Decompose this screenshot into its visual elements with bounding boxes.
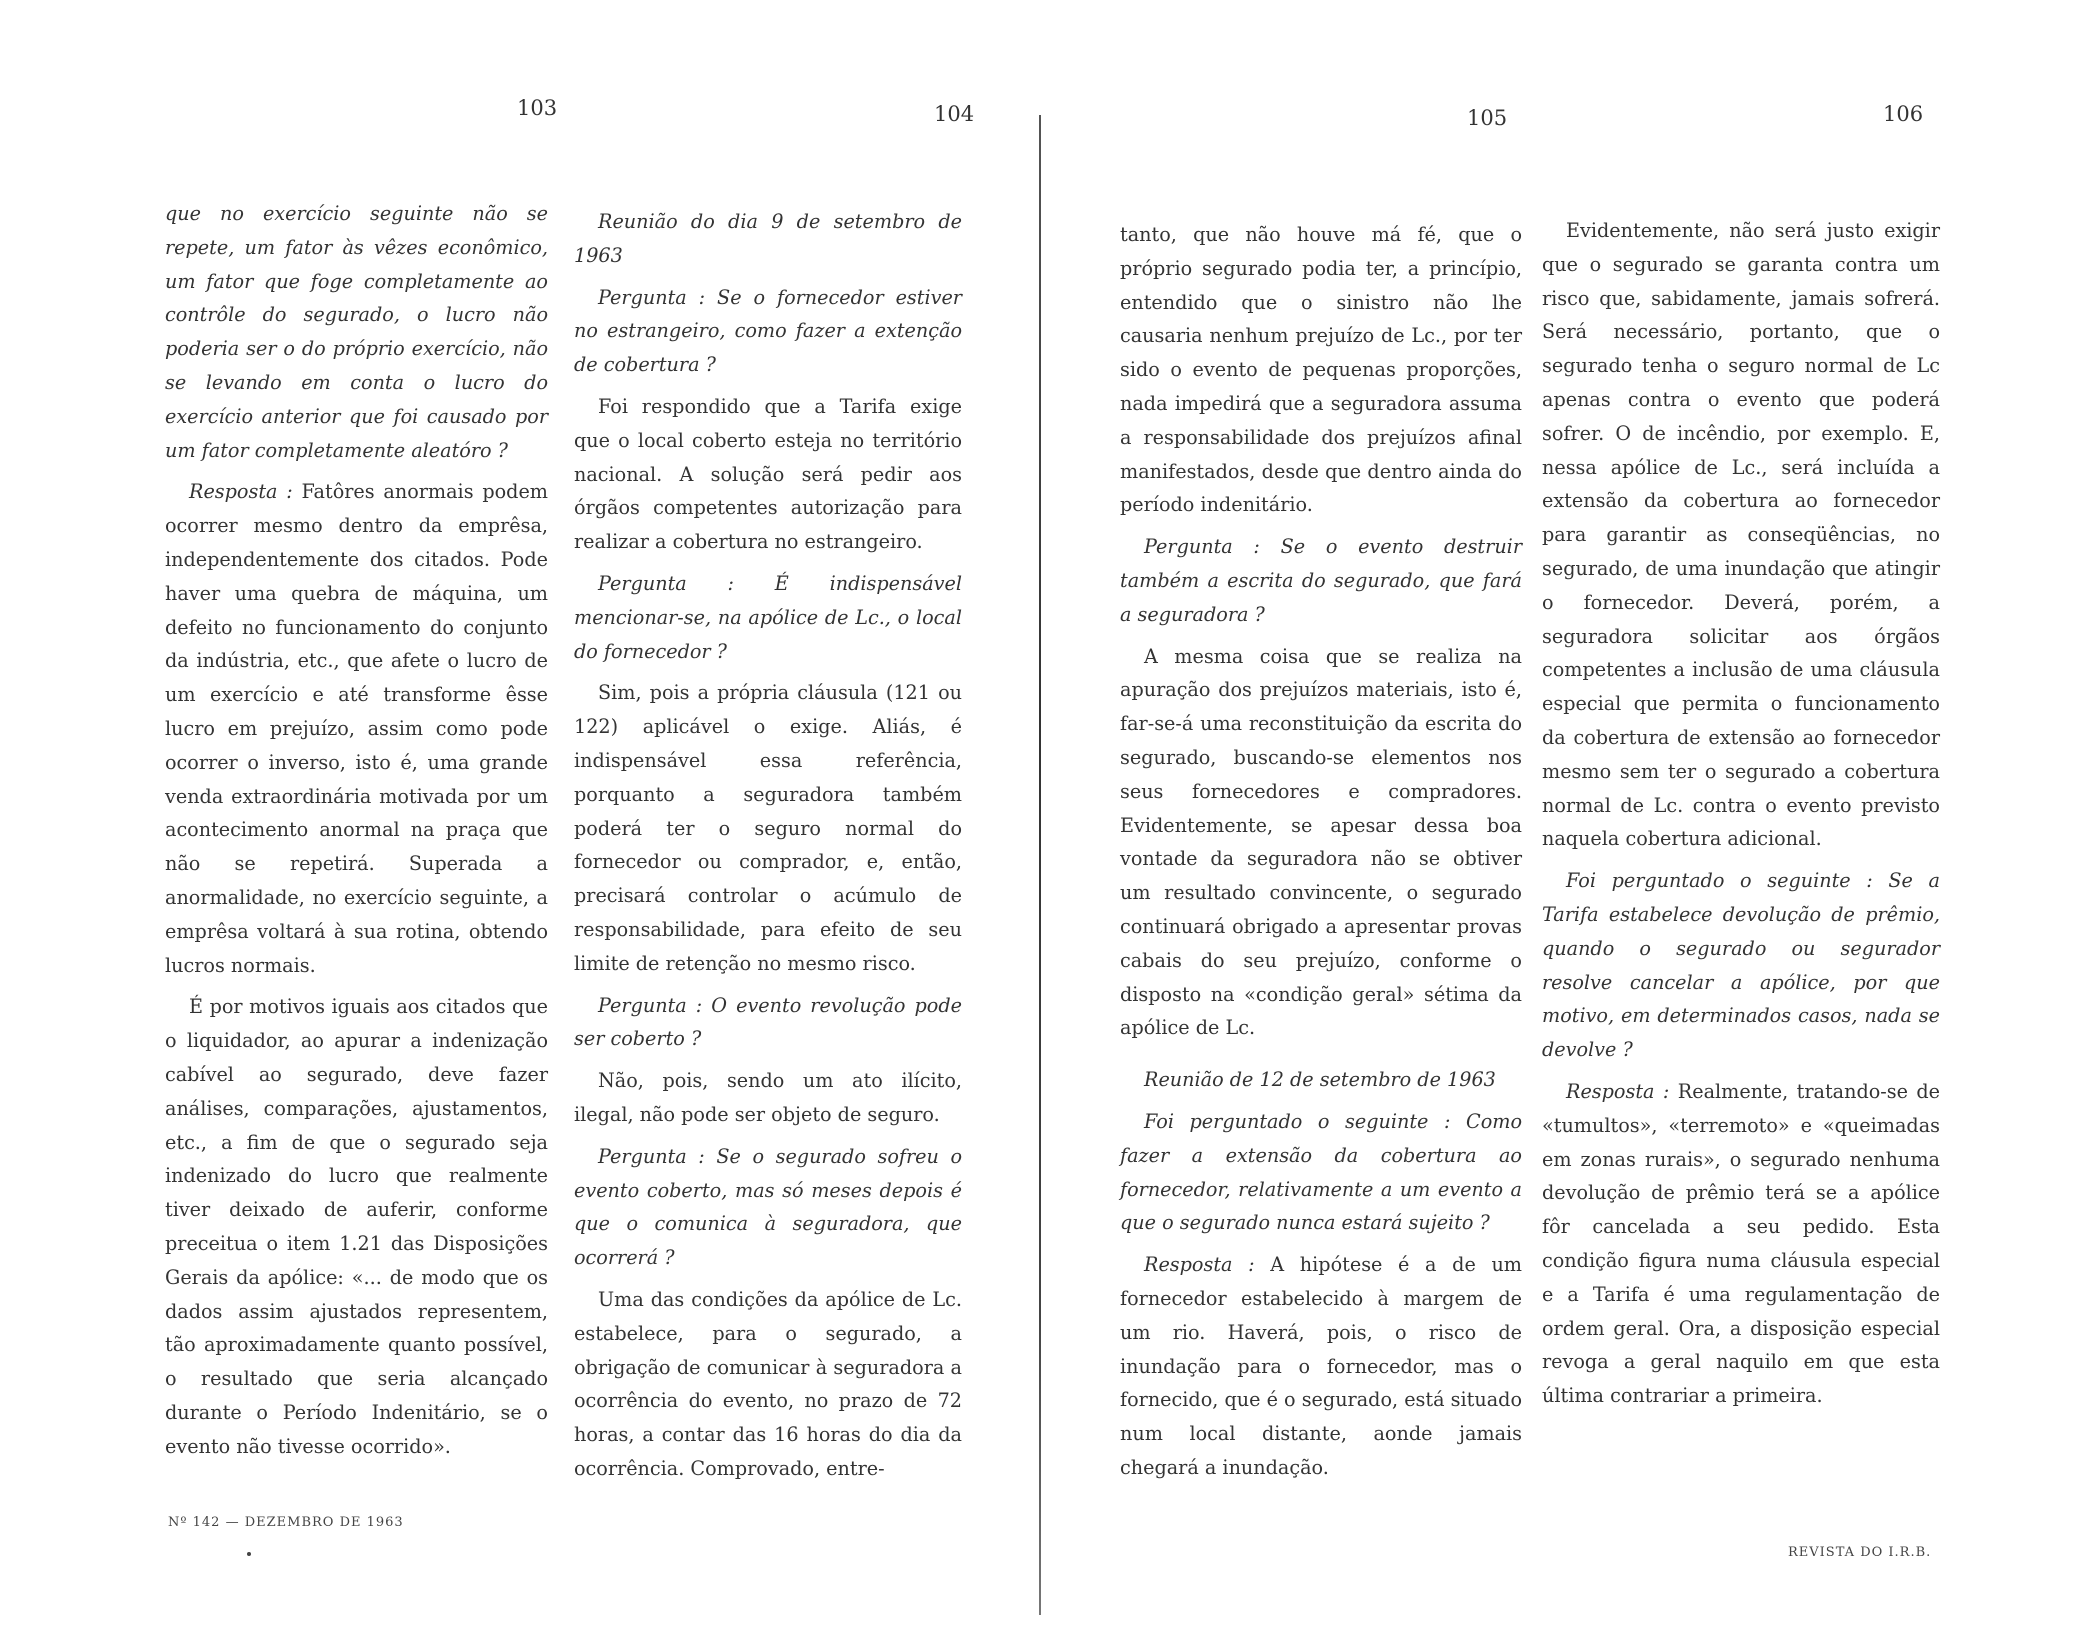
question: Foi perguntado o seguinte : Como fazer a extensão da cobertura ao fornecedor, relativamente a um evento a que o segurado nunca estará sujeito ? [1120,1109,1522,1235]
section-heading: Reunião de 12 de setembro de 1963 [1144,1068,1496,1092]
answer: Sim, pois a própria cláusula (121 ou 122) aplicável o exige. Aliás, é indispensável essa referência, porquanto a seguradora também poderá ter o seguro normal do fornecedor ou comprador, e, então, precisará controlar o acúmulo de responsabilidade, para efeito de seu limite de retenção no mesmo risco. [574,681,962,975]
answer: Foi respondido que a Tarifa exige que o local coberto esteja no território nacional. A solução será pedir aos órgãos competentes autorização para realizar a cobertura no estrangeiro. [574,394,962,554]
question: Pergunta : Se o segurado sofreu o evento coberto, mas só meses depois é que o comunica à seguradora, que ocorrerá ? [574,1144,962,1270]
answer-text: Fatôres anormais podem ocorrer mesmo dentro da emprêsa, independentemente dos citados. Pode haver uma quebra de máquina, um defeito no funcionamento do conjunto da indústria, etc., que afete o lucro de um exercício e até transforme êsse lucro em prejuízo, assim como pode ocorrer o inverso, isto é, uma grande venda extraordinária motivada por um acontecimento anormal na praça que não se repetirá. Superada a anormalidade, no exercício seguinte, a emprêsa voltará à sua rotina, obtendo lucros normais. [165,480,548,977]
left-page [0,0,1040,1629]
resposta-label: Resposta : [189,480,293,504]
page-number-105: 105 [1467,106,1508,130]
answer: Uma das condições da apólice de Lc. estabelece, para o segurado, a obrigação de comunicar à seguradora a ocorrência do evento, no prazo de 72 horas, a contar das 16 horas do dia da ocorrência. Comprovado, entre- [574,1287,962,1480]
paragraph: É por motivos iguais aos citados que o liquidador, ao apurar a indenização cabível ao segurado, deve fazer análises, comparações, ajustamentos, etc., a fim de que o segurado seja indenizado do lucro que realmente tiver deixado de auferir, conforme preceitua o item 1.21 das Disposições Gerais da apólice: «... de modo que os dados assim ajustados representem, tão aproximadamente quanto possível, o resultado que seria alcançado durante o Período Indenitário, se o evento não tivesse ocorrido». [165,995,548,1458]
resposta-label: Resposta : [1566,1079,1670,1103]
question: Pergunta : Se o fornecedor estiver no estrangeiro, como fazer a extenção de cobertura ? [574,285,962,377]
right-page [1040,0,2095,1629]
paragraph: que no exercício seguinte não se repete, um fator às vêzes econômico, um fator que foge completamente ao contrôle do segurado, o lucro não poderia ser o do próprio exercício, não se levando em conta o lucro do exercício anterior que foi causado por um fator completamente aleatóro ? [165,202,548,462]
question: Pergunta : É indispensável mencionar-se, na apólice de Lc., o local do fornecedor ? [574,571,962,663]
page-number-103: 103 [517,96,558,120]
question: Foi perguntado o seguinte : Se a Tarifa estabelece devolução de prêmio, quando o segurado ou segurador resolve cancelar a apólice, por que motivo, em determinados casos, nada se devolve ? [1542,869,1940,1062]
question: Pergunta : O evento revolução pode ser coberto ? [574,993,962,1051]
ink-mark [247,1552,251,1556]
footer-journal: REVISTA DO I.R.B. [1788,1545,1932,1560]
column-page-105 [1120,218,1522,1493]
paragraph: Evidentemente, não será justo exigir que o segurado se garanta contra um risco que, sabidamente, jamais sofrerá. Será necessário, portanto, que o segurado tenha o seguro normal de Lc apenas contra o evento que poderá sofrer. O de incêndio, por exemplo. E, nessa apólice de Lc., será incluída a extensão da cobertura ao fornecedor para garantir as conseqüências, no segurado, de uma inundação que atingir o fornecedor. Deverá, porém, a seguradora solicitar aos órgãos competentes a inclusão de uma cláusula especial que permita o funcionamento da cobertura de extensão ao fornecedor mesmo sem ter o segurado a cobertura normal de Lc. contra o evento previsto naquela cobertura adicional. [1542,219,1940,851]
answer-text: A hipótese é a de um fornecedor estabelecido à margem de um rio. Haverá, pois, o risco de inundação para o fornecedor, mas o fornecido, que é o segurado, está situado num local distante, aonde jamais chegará a inundação. [1120,1253,1523,1479]
page-number-104: 104 [934,102,975,126]
answer: Não, pois, sendo um ato ilícito, ilegal, não pode ser objeto de seguro. [574,1069,962,1126]
question: Pergunta : Se o evento destruir também a escrita do segurado, que fará a seguradora ? [1120,535,1522,626]
column-page-106 [1542,214,1940,1421]
paragraph [1542,1075,1940,1413]
resposta-label: Resposta : [1144,1253,1255,1277]
section-heading: Reunião do dia 9 de setembro de 1963 [574,210,962,267]
footer-issue: Nº 142 — DEZEMBRO DE 1963 [168,1515,404,1530]
page-number-106: 106 [1883,102,1924,126]
paragraph [1120,1248,1522,1485]
paragraph: tanto, que não houve má fé, que o próprio segurado podia ter, a princípio, entendido que o sinistro não lhe causaria nenhum prejuízo de Lc., por ter sido o evento de pequenas proporções, nada impedirá que a seguradora assuma a responsabilidade dos prejuízos afinal manifestados, desde que dentro ainda do período indenitário. [1120,223,1522,517]
paragraph [165,475,548,982]
column-page-104 [574,205,962,1494]
answer: A mesma coisa que se realiza na apuração dos prejuízos materiais, isto é, far-se-á uma reconstituição da escrita do segurado, buscando-se elementos nos seus fornecedores e compradores. Evidentemente, se apesar dessa boa vontade da seguradora não se obtiver um resultado convincente, o segurado continuará obrigado a apresentar provas cabais do seu prejuízo, conforme o disposto na «condição geral» sétima da apólice de Lc. [1120,644,1522,1040]
answer-text: Realmente, tratando-se de «tumultos», «terremoto» e «queimadas em zonas rurais», o segurado nenhuma devolução de prêmio terá se a apólice fôr cancelada a seu pedido. Esta condição figura numa cláusula especial e a Tarifa é uma regulamentação de ordem geral. Ora, a disposição especial revoga a geral naquilo em que esta última contrariar a primeira. [1542,1079,1941,1408]
column-page-103 [165,197,548,1471]
